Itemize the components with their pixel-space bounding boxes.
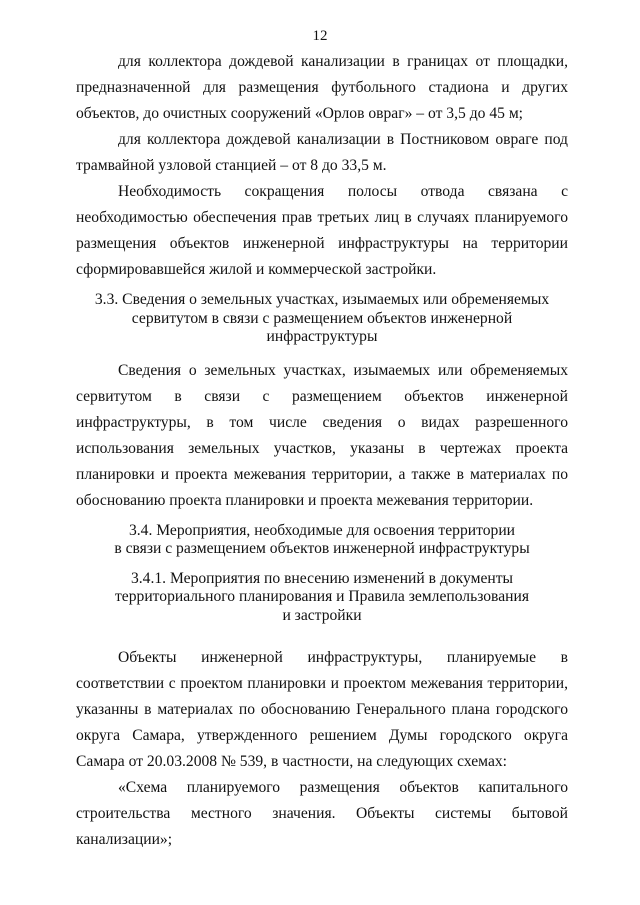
paragraph-storm-sewer-postnikov: для коллектора дождевой канализации в Постниковом овраге под трамвайной узловой станцией – от 8 до 33,5 м.: [76, 131, 568, 174]
paragraph-reduction-necessity: Необходимость сокращения полосы отвода связана с необходимостью обеспечения прав третьих лиц в случаях планируемого размещения объектов инженерной инфраструктуры на территории сформировавшейся жилой и коммерческой застройки.: [76, 183, 568, 278]
page-content: [76, 49, 568, 853]
paragraph-section-3-4-1: Объекты инженерной инфраструктуры, планируемые в соответствии с проектом планировки и проектом межевания территории, указанны в материалах по обоснованию Генерального плана городского округа Самара, утвержденного решением Думы городского округа Самара от 20.03.2008 № 539, в частности, на следующих схемах:: [76, 649, 568, 770]
section-heading-3-4-1-line1: 3.4.1. Мероприятия по внесению изменений в документы: [130, 569, 514, 587]
page-number: 12: [312, 28, 328, 44]
paragraph-scheme-quote: «Схема планируемого размещения объектов капитального строительства местного значения. Объекты системы бытовой канализации»;: [76, 779, 568, 848]
section-heading-3-4-1: [76, 570, 568, 626]
section-heading-3-4-1-line3: и застройки: [282, 606, 362, 624]
section-heading-3-3: [76, 291, 568, 347]
section-heading-3-4-1-line2: территориального планирования и Правила землепользования: [114, 588, 529, 605]
paragraph-section-3-3: Сведения о земельных участках, изымаемых или обременяемых сервитутом в связи с размещением объектов инженерной инфраструктуры, в том числе сведения о видах разрешенного использования земельных участков, указаны в чертежах проекта планировки и проекта межевания территории, а также в материалах по обоснованию проекта планировки и проекта межевания территории.: [76, 361, 568, 509]
section-heading-3-4: [76, 522, 568, 559]
section-heading-3-3-line2: сервитутом в связи с размещением объектов инженерной инфраструктуры: [131, 309, 513, 345]
section-heading-3-4-line1: 3.4. Мероприятия, необходимые для освоения территории: [128, 521, 516, 539]
paragraph-storm-sewer-football: для коллектора дождевой канализации в границах от площадки, предназначенной для размещения футбольного стадиона и других объектов, до очистных сооружений «Орлов овраг» – от 3,5 до 45 м;: [76, 53, 568, 122]
section-heading-3-4-line2: в связи с размещением объектов инженерной инфраструктуры: [114, 540, 530, 557]
section-heading-3-3-line1: 3.3. Сведения о земельных участках, изымаемых или обременяемых: [94, 291, 550, 308]
